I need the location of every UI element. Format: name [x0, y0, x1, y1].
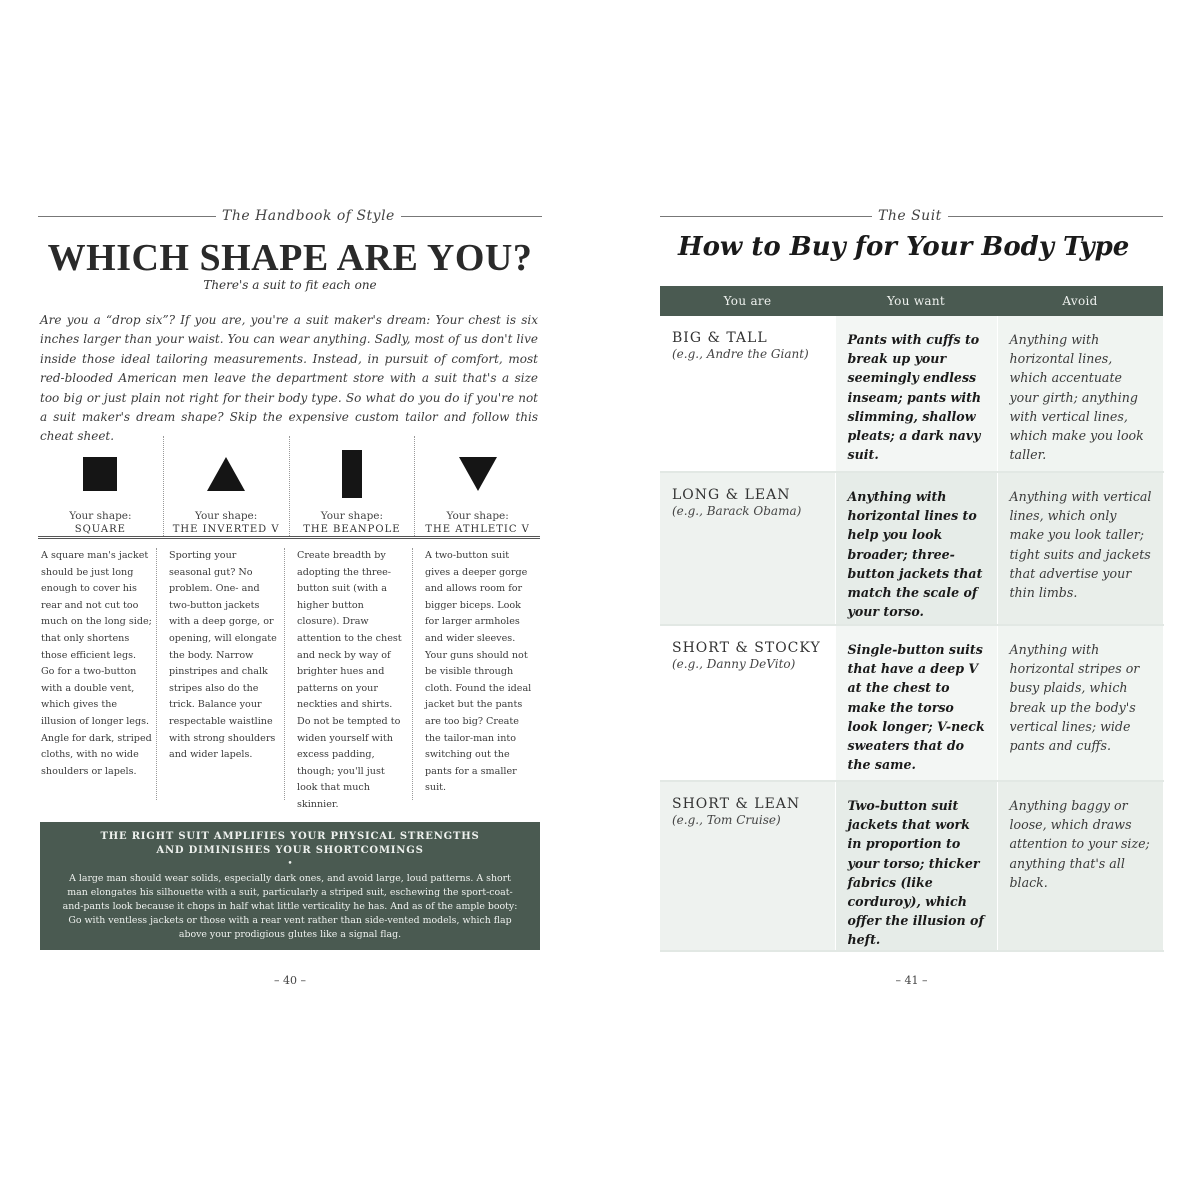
cell-avoid: Anything with vertical lines, which only make you look taller; tight suits and jackets that advertise your thin limbs.	[997, 472, 1163, 625]
triangle-up-icon	[207, 457, 245, 491]
page-number: – 40 –	[274, 974, 306, 987]
column-header: You are	[660, 286, 835, 316]
shape-label: Your shape:	[194, 510, 258, 522]
shape-square	[38, 436, 164, 536]
body-type-name: SHORT & LEAN	[672, 796, 801, 812]
cell-you-are	[660, 472, 835, 625]
body-type-table	[660, 286, 1164, 952]
shape-label: Your shape:	[320, 510, 384, 522]
body-type-example: (e.g., Andre the Giant)	[672, 347, 809, 361]
shape-name: THE ATHLETIC V	[425, 524, 530, 535]
shape-descriptions	[38, 548, 540, 810]
rule-right	[948, 216, 1163, 217]
table-row	[660, 625, 1163, 781]
bullet-icon: •	[287, 859, 293, 869]
cell-you-want: Anything with horizontal lines to help you look broader; three-button jackets that match the scale of your torso.	[835, 472, 997, 625]
cell-you-are	[660, 781, 835, 951]
rule-left	[38, 216, 216, 217]
body-type-example: (e.g., Tom Cruise)	[672, 813, 781, 827]
running-head-text: The Suit	[878, 208, 942, 224]
shape-inverted-v	[164, 436, 290, 536]
body-type-example: (e.g., Danny DeVito)	[672, 657, 796, 671]
page-title: WHICH SHAPE ARE YOU?	[47, 237, 533, 279]
callout-body: A large man should wear solids, especially dark ones, and avoid large, loud patterns. A short man elongates his silhouette with a suit, particularly a striped suit, eschewing the sport-coat-and-pants look because it chops in half what little verticality he has. And as of the ample booty: Go with ventless jackets or those with a rear vent rather than side-vented models, which flap above your prodigious glutes like a signal flag.	[62, 873, 518, 940]
table-title: How to Buy for Your Body Type	[678, 232, 1130, 262]
description-square: A square man's jacket should be just long enough to cover his rear and not cut too much on the long side; that only shortens those efficient legs. Go for a two-button with a double vent, which gives the illusion of longer legs. Angle for dark, striped cloths, with no wide shoulders or lapels.	[38, 548, 157, 800]
page-number: – 41 –	[895, 974, 928, 987]
callout-heading: THE RIGHT SUIT AMPLIFIES YOUR PHYSICAL STRENGTHS	[100, 831, 480, 842]
shape-beanpole	[290, 436, 416, 536]
description-beanpole: Create breadth by adopting the three-button suit (with a higher button closure). Draw attention to the chest and neck by way of brighter hues and patterns on your neckties and shirts. Do not be tempted to widen yourself with excess padding, though; you'll just look that much skinnier.	[285, 548, 413, 800]
column-header: Avoid	[997, 286, 1163, 316]
cell-avoid: Anything baggy or loose, which draws attention to your size; anything that's all black.	[997, 781, 1163, 951]
triangle-down-icon	[459, 457, 497, 491]
shape-label: Your shape:	[69, 510, 132, 522]
shape-name: THE BEANPOLE	[303, 524, 401, 535]
page-subtitle: There's a suit to fit each one	[203, 278, 377, 292]
body-type-example: (e.g., Barack Obama)	[672, 504, 802, 518]
running-head-text: The Handbook of Style	[222, 208, 395, 224]
rule-left	[660, 216, 872, 217]
cell-you-want: Pants with cuffs to break up your seemingly endless inseam; pants with slimming, shallow pleats; a dark navy suit.	[835, 316, 997, 472]
cell-you-want: Two-button suit jackets that work in proportion to your torso; thicker fabrics (like corduroy), which offer the illusion of heft.	[835, 781, 997, 951]
column-header: You want	[835, 286, 997, 316]
shape-name: THE INVERTED V	[172, 524, 280, 535]
rule-right	[401, 216, 542, 217]
intro-paragraph: Are you a “drop six”? If you are, you're a suit maker's dream: Your chest is six inches larger than your waist. You can wear anything. Sadly, most of us don't live inside those ideal tailoring measurements. Instead, in pursuit of comfort, most red-blooded American men leave the department store with a suit that's a size too big or just plain not right for their body type. So what do you do if you're not a suit maker's dream shape? Skip the expensive custom tailor and follow this cheat sheet.	[40, 313, 538, 444]
description-inverted-v: Sporting your seasonal gut? No problem. One- and two-button jackets with a deep gorge, or opening, will elongate the body. Narrow pinstripes and chalk stripes also do the trick. Balance your respectable waistline with strong shoulders and wider lapels.	[157, 548, 285, 800]
table-row	[660, 781, 1163, 951]
square-icon	[83, 457, 117, 491]
body-type-name: BIG & TALL	[672, 330, 768, 346]
table-row	[660, 316, 1163, 472]
body-type-name: LONG & LEAN	[672, 487, 791, 503]
cell-avoid: Anything with horizontal stripes or busy plaids, which break up the body's vertical lines; wide pants and cuffs.	[997, 625, 1163, 781]
running-head	[38, 206, 542, 226]
cell-you-are	[660, 316, 835, 472]
rectangle-icon	[342, 450, 362, 498]
table-header-row	[660, 286, 1163, 316]
body-type-name: SHORT & STOCKY	[672, 640, 821, 656]
shape-label: Your shape:	[446, 510, 509, 522]
shape-athletic-v	[415, 436, 540, 536]
running-head	[660, 206, 1163, 226]
callout-heading: AND DIMINISHES YOUR SHORTCOMINGS	[156, 845, 424, 856]
shape-name: SQUARE	[74, 524, 126, 535]
shapes-row	[38, 436, 540, 539]
table-row	[660, 472, 1163, 625]
callout-box	[40, 822, 540, 950]
cell-avoid: Anything with horizontal lines, which accentuate your girth; anything with vertical lines, which make you look taller.	[997, 316, 1163, 472]
cell-you-are	[660, 625, 835, 781]
description-athletic-v: A two-button suit gives a deeper gorge and allows room for bigger biceps. Look for larger armholes and wider sleeves. Your guns should not be visible through cloth. Found the ideal jacket but the pants are too big? Create the tailor-man into switching out the pants for a smaller suit.	[425, 550, 532, 794]
cell-you-want: Single-button suits that have a deep V at the chest to make the torso look longer; V-neck sweaters that do the same.	[835, 625, 997, 781]
